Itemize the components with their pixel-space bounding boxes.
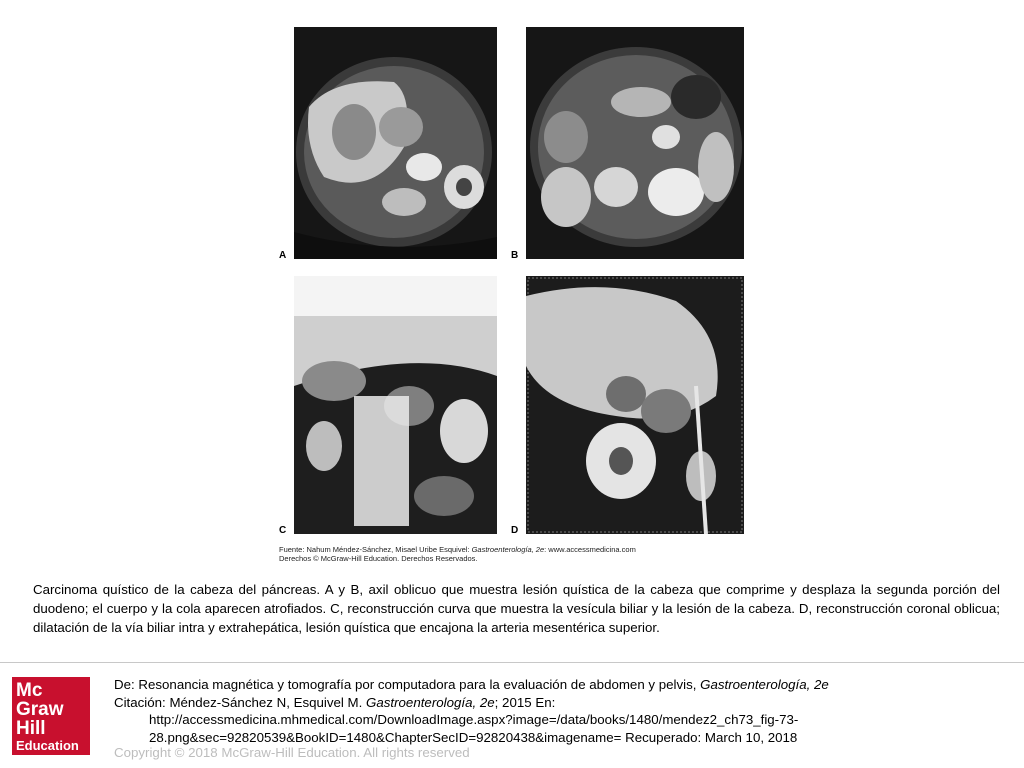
ct-scan-a-graphic xyxy=(294,27,497,259)
ct-scan-d-graphic xyxy=(526,276,744,534)
panel-label-c: C xyxy=(279,525,287,536)
panel-label-a: A xyxy=(279,250,287,261)
logo-line4: Education xyxy=(16,738,79,753)
mcgraw-hill-logo xyxy=(12,677,90,755)
ct-image-a xyxy=(294,27,497,259)
copyright-notice: Copyright © 2018 McGraw-Hill Education. All rights reserved xyxy=(114,745,470,760)
figure-caption: Carcinoma quístico de la cabeza del páncreas. A y B, axil oblicuo que muestra lesión quística de la cabeza que comprime y desplaza la segunda porción del duodeno; el cuerpo y la cola aparecen atrofiados. C, reconstrucción curva que muestra la vesícula biliar y la lesión de la cabeza. D, reconstrucción coronal oblicua; dilatación de la vía biliar intra y extrahepática, lesión quística que encajona la arteria mesentérica superior. xyxy=(33,582,1000,635)
source-book: Gastroenterología, 2e xyxy=(471,545,545,554)
divider xyxy=(0,662,1024,663)
logo-line1: Mc xyxy=(16,680,43,701)
source-suffix: : www.accessmedicina.com xyxy=(544,545,636,554)
ct-scan-b-graphic xyxy=(526,27,744,259)
logo-line3: Hill xyxy=(16,718,46,739)
citation-line: Citación: Méndez-Sánchez N, Esquivel M. Gastroenterología, 2e; 2015 En: xyxy=(114,694,556,710)
logo-line2: Graw xyxy=(16,699,64,720)
citation-from: De: Resonancia magnética y tomografía por computadora para la evaluación de abdomen y pelvis, Gastroenterología, 2e xyxy=(114,677,829,692)
ct-image-b xyxy=(526,27,744,259)
citation-block xyxy=(114,676,1004,746)
source-prefix: Fuente: Nahum Méndez-Sánchez, Misael Uribe Esquivel: xyxy=(279,545,472,554)
citation-url-1[interactable]: http://accessmedicina.mhmedical.com/DownloadImage.aspx?image=/data/books/1480/mendez2_ch73_fig-73- xyxy=(149,712,799,727)
source-rights: Derechos © McGraw-Hill Education. Derechos Reservados. xyxy=(279,554,478,563)
citation-url-2[interactable]: 28.png&sec=92820539&BookID=1480&ChapterSecID=92820438&imagename= Recuperado: March 10, 2018 xyxy=(149,729,798,745)
ct-scan-c-graphic xyxy=(294,276,497,534)
ct-image-c xyxy=(294,276,497,534)
ct-image-d xyxy=(526,276,744,534)
panel-label-b: B xyxy=(511,250,519,261)
panel-label-d: D xyxy=(511,525,519,536)
figure-source xyxy=(279,545,636,563)
